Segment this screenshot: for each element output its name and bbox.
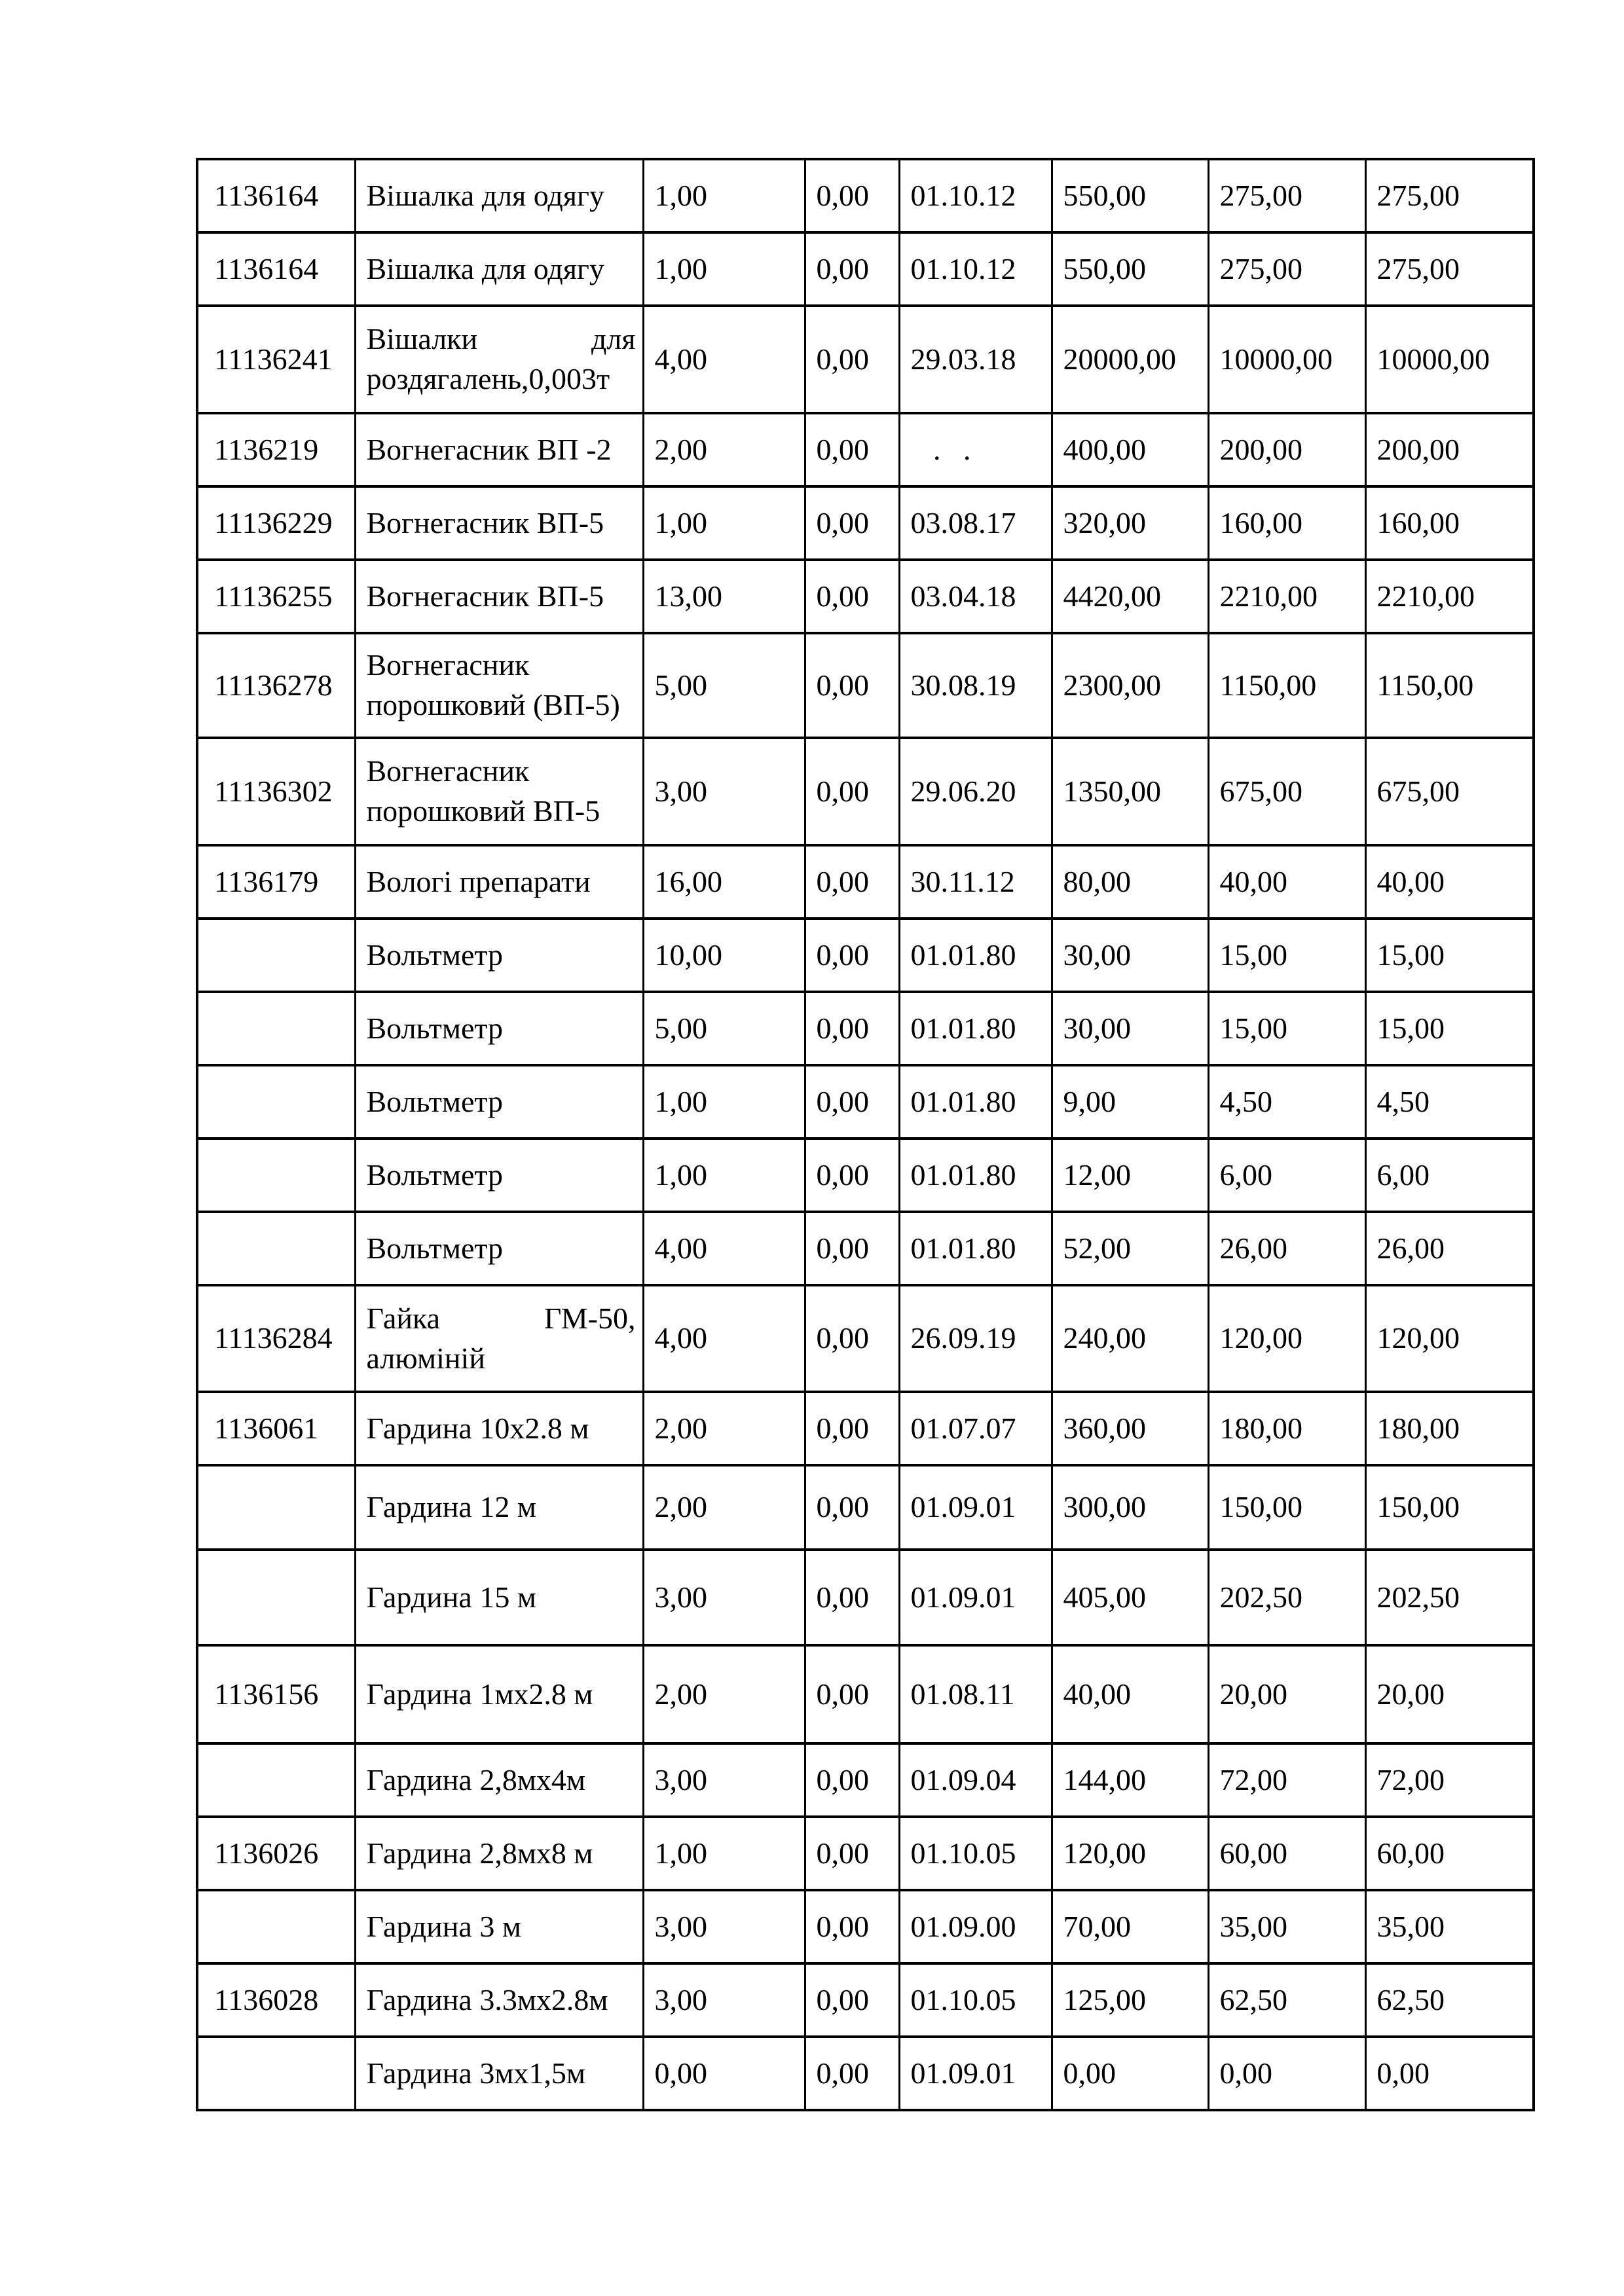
table-row (197, 633, 1534, 738)
cell-quantity: 5,00 (643, 633, 805, 738)
cell-amount1: 40,00 (1052, 1645, 1208, 1743)
cell-quantity: 10,00 (643, 919, 805, 992)
cell-value2: 0,00 (805, 159, 899, 232)
table-row (197, 845, 1534, 919)
cell-amount3: 35,00 (1365, 1890, 1534, 1963)
cell-inventory-code: 11136241 (197, 306, 355, 413)
cell-amount2: 72,00 (1208, 1743, 1365, 1817)
cell-date: 01.07.07 (899, 1392, 1052, 1465)
cell-date: 01.01.80 (899, 919, 1052, 992)
cell-item-name: Гардина 12 м (355, 1465, 643, 1550)
cell-item-name: Вогнегасник ВП-5 (355, 486, 643, 560)
cell-value2: 0,00 (805, 1465, 899, 1550)
cell-amount1: 360,00 (1052, 1392, 1208, 1465)
cell-quantity: 2,00 (643, 413, 805, 486)
cell-date: 29.03.18 (899, 306, 1052, 413)
inventory-table-body (197, 159, 1534, 2110)
cell-amount3: 0,00 (1365, 2037, 1534, 2110)
cell-amount3: 62,50 (1365, 1963, 1534, 2037)
cell-item-name: Вольтметр (355, 919, 643, 992)
cell-item-name: Гардина 10х2.8 м (355, 1392, 643, 1465)
cell-amount1: 20000,00 (1052, 306, 1208, 413)
cell-amount3: 150,00 (1365, 1465, 1534, 1550)
cell-amount3: 200,00 (1365, 413, 1534, 486)
cell-amount2: 62,50 (1208, 1963, 1365, 2037)
cell-amount2: 675,00 (1208, 738, 1365, 845)
cell-date: 03.04.18 (899, 560, 1052, 633)
table-row (197, 2037, 1534, 2110)
cell-quantity: 1,00 (643, 1065, 805, 1139)
cell-item-name: Гардина 2,8мх8 м (355, 1817, 643, 1890)
cell-item-name: Вогнегасник ВП-5 (355, 560, 643, 633)
cell-amount1: 320,00 (1052, 486, 1208, 560)
cell-quantity: 1,00 (643, 1817, 805, 1890)
cell-inventory-code: 11136255 (197, 560, 355, 633)
cell-amount3: 72,00 (1365, 1743, 1534, 1817)
cell-quantity: 3,00 (643, 1743, 805, 1817)
cell-quantity: 16,00 (643, 845, 805, 919)
cell-value2: 0,00 (805, 845, 899, 919)
cell-date: 01.10.12 (899, 159, 1052, 232)
cell-amount2: 2210,00 (1208, 560, 1365, 633)
cell-date: . . (899, 413, 1052, 486)
cell-amount1: 144,00 (1052, 1743, 1208, 1817)
cell-item-name: Вольтметр (355, 1212, 643, 1285)
cell-item-name: Вологі препарати (355, 845, 643, 919)
cell-amount3: 15,00 (1365, 919, 1534, 992)
cell-amount2: 0,00 (1208, 2037, 1365, 2110)
cell-amount1: 12,00 (1052, 1139, 1208, 1212)
cell-amount2: 35,00 (1208, 1890, 1365, 1963)
cell-value2: 0,00 (805, 1645, 899, 1743)
cell-quantity: 13,00 (643, 560, 805, 633)
inventory-table (196, 158, 1535, 2111)
cell-quantity: 3,00 (643, 1963, 805, 2037)
cell-inventory-code (197, 1065, 355, 1139)
cell-value2: 0,00 (805, 1139, 899, 1212)
table-row (197, 1890, 1534, 1963)
table-row (197, 1743, 1534, 1817)
cell-item-name: Гардина 15 м (355, 1550, 643, 1645)
cell-amount1: 125,00 (1052, 1963, 1208, 2037)
cell-quantity: 3,00 (643, 1890, 805, 1963)
table-row (197, 232, 1534, 306)
cell-value2: 0,00 (805, 486, 899, 560)
cell-item-name: Гардина 1мх2.8 м (355, 1645, 643, 1743)
cell-value2: 0,00 (805, 738, 899, 845)
cell-value2: 0,00 (805, 633, 899, 738)
cell-quantity: 1,00 (643, 1139, 805, 1212)
cell-date: 01.09.01 (899, 1465, 1052, 1550)
cell-amount2: 15,00 (1208, 992, 1365, 1065)
cell-quantity: 3,00 (643, 1550, 805, 1645)
cell-inventory-code: 1136156 (197, 1645, 355, 1743)
cell-amount3: 1150,00 (1365, 633, 1534, 738)
table-row (197, 1139, 1534, 1212)
cell-inventory-code: 11136302 (197, 738, 355, 845)
cell-amount3: 60,00 (1365, 1817, 1534, 1890)
cell-inventory-code (197, 1139, 355, 1212)
cell-value2: 0,00 (805, 1285, 899, 1392)
cell-date: 01.09.01 (899, 2037, 1052, 2110)
cell-inventory-code: 11136278 (197, 633, 355, 738)
cell-inventory-code (197, 919, 355, 992)
cell-date: 01.10.05 (899, 1817, 1052, 1890)
cell-quantity: 1,00 (643, 486, 805, 560)
cell-quantity: 2,00 (643, 1645, 805, 1743)
cell-amount3: 275,00 (1365, 232, 1534, 306)
cell-value2: 0,00 (805, 306, 899, 413)
cell-item-name: Вогнегасник порошковий ВП-5 (355, 738, 643, 845)
cell-amount3: 15,00 (1365, 992, 1534, 1065)
cell-value2: 0,00 (805, 1963, 899, 2037)
table-row (197, 413, 1534, 486)
cell-amount1: 2300,00 (1052, 633, 1208, 738)
cell-amount2: 275,00 (1208, 159, 1365, 232)
table-row (197, 306, 1534, 413)
cell-inventory-code: 1136179 (197, 845, 355, 919)
cell-amount1: 80,00 (1052, 845, 1208, 919)
cell-inventory-code (197, 1465, 355, 1550)
cell-amount3: 2210,00 (1365, 560, 1534, 633)
cell-inventory-code (197, 1550, 355, 1645)
cell-amount2: 150,00 (1208, 1465, 1365, 1550)
cell-amount2: 20,00 (1208, 1645, 1365, 1743)
cell-date: 03.08.17 (899, 486, 1052, 560)
cell-amount2: 26,00 (1208, 1212, 1365, 1285)
cell-value2: 0,00 (805, 413, 899, 486)
cell-date: 01.09.00 (899, 1890, 1052, 1963)
table-row (197, 919, 1534, 992)
table-row (197, 1212, 1534, 1285)
cell-amount3: 160,00 (1365, 486, 1534, 560)
cell-quantity: 1,00 (643, 232, 805, 306)
cell-item-name: Вогнегасник порошковий (ВП-5) (355, 633, 643, 738)
cell-item-name: Вішалка для одягу (355, 232, 643, 306)
table-row (197, 1550, 1534, 1645)
cell-amount3: 26,00 (1365, 1212, 1534, 1285)
cell-inventory-code: 1136164 (197, 159, 355, 232)
cell-date: 01.09.04 (899, 1743, 1052, 1817)
cell-date: 01.01.80 (899, 1139, 1052, 1212)
cell-amount2: 120,00 (1208, 1285, 1365, 1392)
cell-inventory-code (197, 1890, 355, 1963)
cell-amount3: 275,00 (1365, 159, 1534, 232)
table-row (197, 1285, 1534, 1392)
cell-quantity: 4,00 (643, 1212, 805, 1285)
cell-amount1: 240,00 (1052, 1285, 1208, 1392)
cell-value2: 0,00 (805, 1890, 899, 1963)
cell-amount2: 10000,00 (1208, 306, 1365, 413)
cell-quantity: 1,00 (643, 159, 805, 232)
cell-amount3: 202,50 (1365, 1550, 1534, 1645)
cell-quantity: 3,00 (643, 738, 805, 845)
cell-inventory-code: 1136026 (197, 1817, 355, 1890)
cell-item-name: Гайка ГМ-50, алюміній (355, 1285, 643, 1392)
table-row (197, 738, 1534, 845)
table-row (197, 159, 1534, 232)
table-row (197, 1392, 1534, 1465)
cell-amount3: 6,00 (1365, 1139, 1534, 1212)
cell-value2: 0,00 (805, 992, 899, 1065)
cell-amount1: 9,00 (1052, 1065, 1208, 1139)
cell-value2: 0,00 (805, 1065, 899, 1139)
cell-value2: 0,00 (805, 560, 899, 633)
cell-item-name: Вольтметр (355, 1139, 643, 1212)
cell-amount3: 10000,00 (1365, 306, 1534, 413)
cell-item-name: Вішалки для роздягалень,0,003т (355, 306, 643, 413)
cell-amount1: 300,00 (1052, 1465, 1208, 1550)
cell-amount2: 1150,00 (1208, 633, 1365, 738)
cell-value2: 0,00 (805, 1817, 899, 1890)
table-row (197, 1963, 1534, 2037)
cell-amount1: 0,00 (1052, 2037, 1208, 2110)
cell-quantity: 0,00 (643, 2037, 805, 2110)
cell-quantity: 2,00 (643, 1465, 805, 1550)
cell-amount1: 120,00 (1052, 1817, 1208, 1890)
cell-date: 01.01.80 (899, 1065, 1052, 1139)
cell-amount3: 675,00 (1365, 738, 1534, 845)
cell-inventory-code (197, 1212, 355, 1285)
cell-amount2: 200,00 (1208, 413, 1365, 486)
table-row (197, 1465, 1534, 1550)
cell-quantity: 4,00 (643, 1285, 805, 1392)
cell-quantity: 4,00 (643, 306, 805, 413)
cell-value2: 0,00 (805, 2037, 899, 2110)
cell-value2: 0,00 (805, 1743, 899, 1817)
cell-date: 30.11.12 (899, 845, 1052, 919)
cell-amount2: 160,00 (1208, 486, 1365, 560)
cell-amount3: 180,00 (1365, 1392, 1534, 1465)
cell-date: 01.08.11 (899, 1645, 1052, 1743)
cell-amount3: 40,00 (1365, 845, 1534, 919)
cell-amount2: 4,50 (1208, 1065, 1365, 1139)
cell-amount1: 70,00 (1052, 1890, 1208, 1963)
cell-item-name: Гардина 2,8мх4м (355, 1743, 643, 1817)
cell-value2: 0,00 (805, 1392, 899, 1465)
cell-inventory-code: 1136164 (197, 232, 355, 306)
cell-amount3: 4,50 (1365, 1065, 1534, 1139)
table-row (197, 560, 1534, 633)
table-row (197, 1065, 1534, 1139)
cell-item-name: Гардина 3мх1,5м (355, 2037, 643, 2110)
cell-item-name: Вольтметр (355, 1065, 643, 1139)
cell-amount1: 30,00 (1052, 992, 1208, 1065)
cell-amount2: 180,00 (1208, 1392, 1365, 1465)
cell-date: 29.06.20 (899, 738, 1052, 845)
cell-date: 26.09.19 (899, 1285, 1052, 1392)
cell-inventory-code: 1136028 (197, 1963, 355, 2037)
cell-item-name: Вішалка для одягу (355, 159, 643, 232)
cell-quantity: 5,00 (643, 992, 805, 1065)
cell-amount1: 550,00 (1052, 232, 1208, 306)
cell-quantity: 2,00 (643, 1392, 805, 1465)
cell-value2: 0,00 (805, 1550, 899, 1645)
cell-value2: 0,00 (805, 232, 899, 306)
cell-amount1: 400,00 (1052, 413, 1208, 486)
cell-amount2: 275,00 (1208, 232, 1365, 306)
cell-amount2: 202,50 (1208, 1550, 1365, 1645)
cell-amount1: 4420,00 (1052, 560, 1208, 633)
cell-amount2: 60,00 (1208, 1817, 1365, 1890)
cell-date: 01.10.12 (899, 232, 1052, 306)
cell-inventory-code: 11136284 (197, 1285, 355, 1392)
cell-date: 01.01.80 (899, 992, 1052, 1065)
cell-amount2: 6,00 (1208, 1139, 1365, 1212)
cell-amount3: 120,00 (1365, 1285, 1534, 1392)
cell-amount1: 1350,00 (1052, 738, 1208, 845)
table-row (197, 1645, 1534, 1743)
cell-amount1: 550,00 (1052, 159, 1208, 232)
cell-amount1: 405,00 (1052, 1550, 1208, 1645)
cell-item-name: Гардина 3 м (355, 1890, 643, 1963)
cell-inventory-code: 1136061 (197, 1392, 355, 1465)
cell-item-name: Вольтметр (355, 992, 643, 1065)
cell-inventory-code (197, 992, 355, 1065)
cell-inventory-code: 11136229 (197, 486, 355, 560)
cell-date: 01.09.01 (899, 1550, 1052, 1645)
cell-amount1: 30,00 (1052, 919, 1208, 992)
cell-value2: 0,00 (805, 1212, 899, 1285)
cell-date: 01.01.80 (899, 1212, 1052, 1285)
table-row (197, 1817, 1534, 1890)
cell-amount1: 52,00 (1052, 1212, 1208, 1285)
cell-inventory-code (197, 1743, 355, 1817)
table-row (197, 992, 1534, 1065)
cell-item-name: Вогнегасник ВП -2 (355, 413, 643, 486)
cell-inventory-code (197, 2037, 355, 2110)
cell-amount3: 20,00 (1365, 1645, 1534, 1743)
cell-date: 30.08.19 (899, 633, 1052, 738)
cell-item-name: Гардина 3.3мх2.8м (355, 1963, 643, 2037)
cell-value2: 0,00 (805, 919, 899, 992)
cell-amount2: 15,00 (1208, 919, 1365, 992)
cell-amount2: 40,00 (1208, 845, 1365, 919)
cell-inventory-code: 1136219 (197, 413, 355, 486)
table-row (197, 486, 1534, 560)
cell-date: 01.10.05 (899, 1963, 1052, 2037)
